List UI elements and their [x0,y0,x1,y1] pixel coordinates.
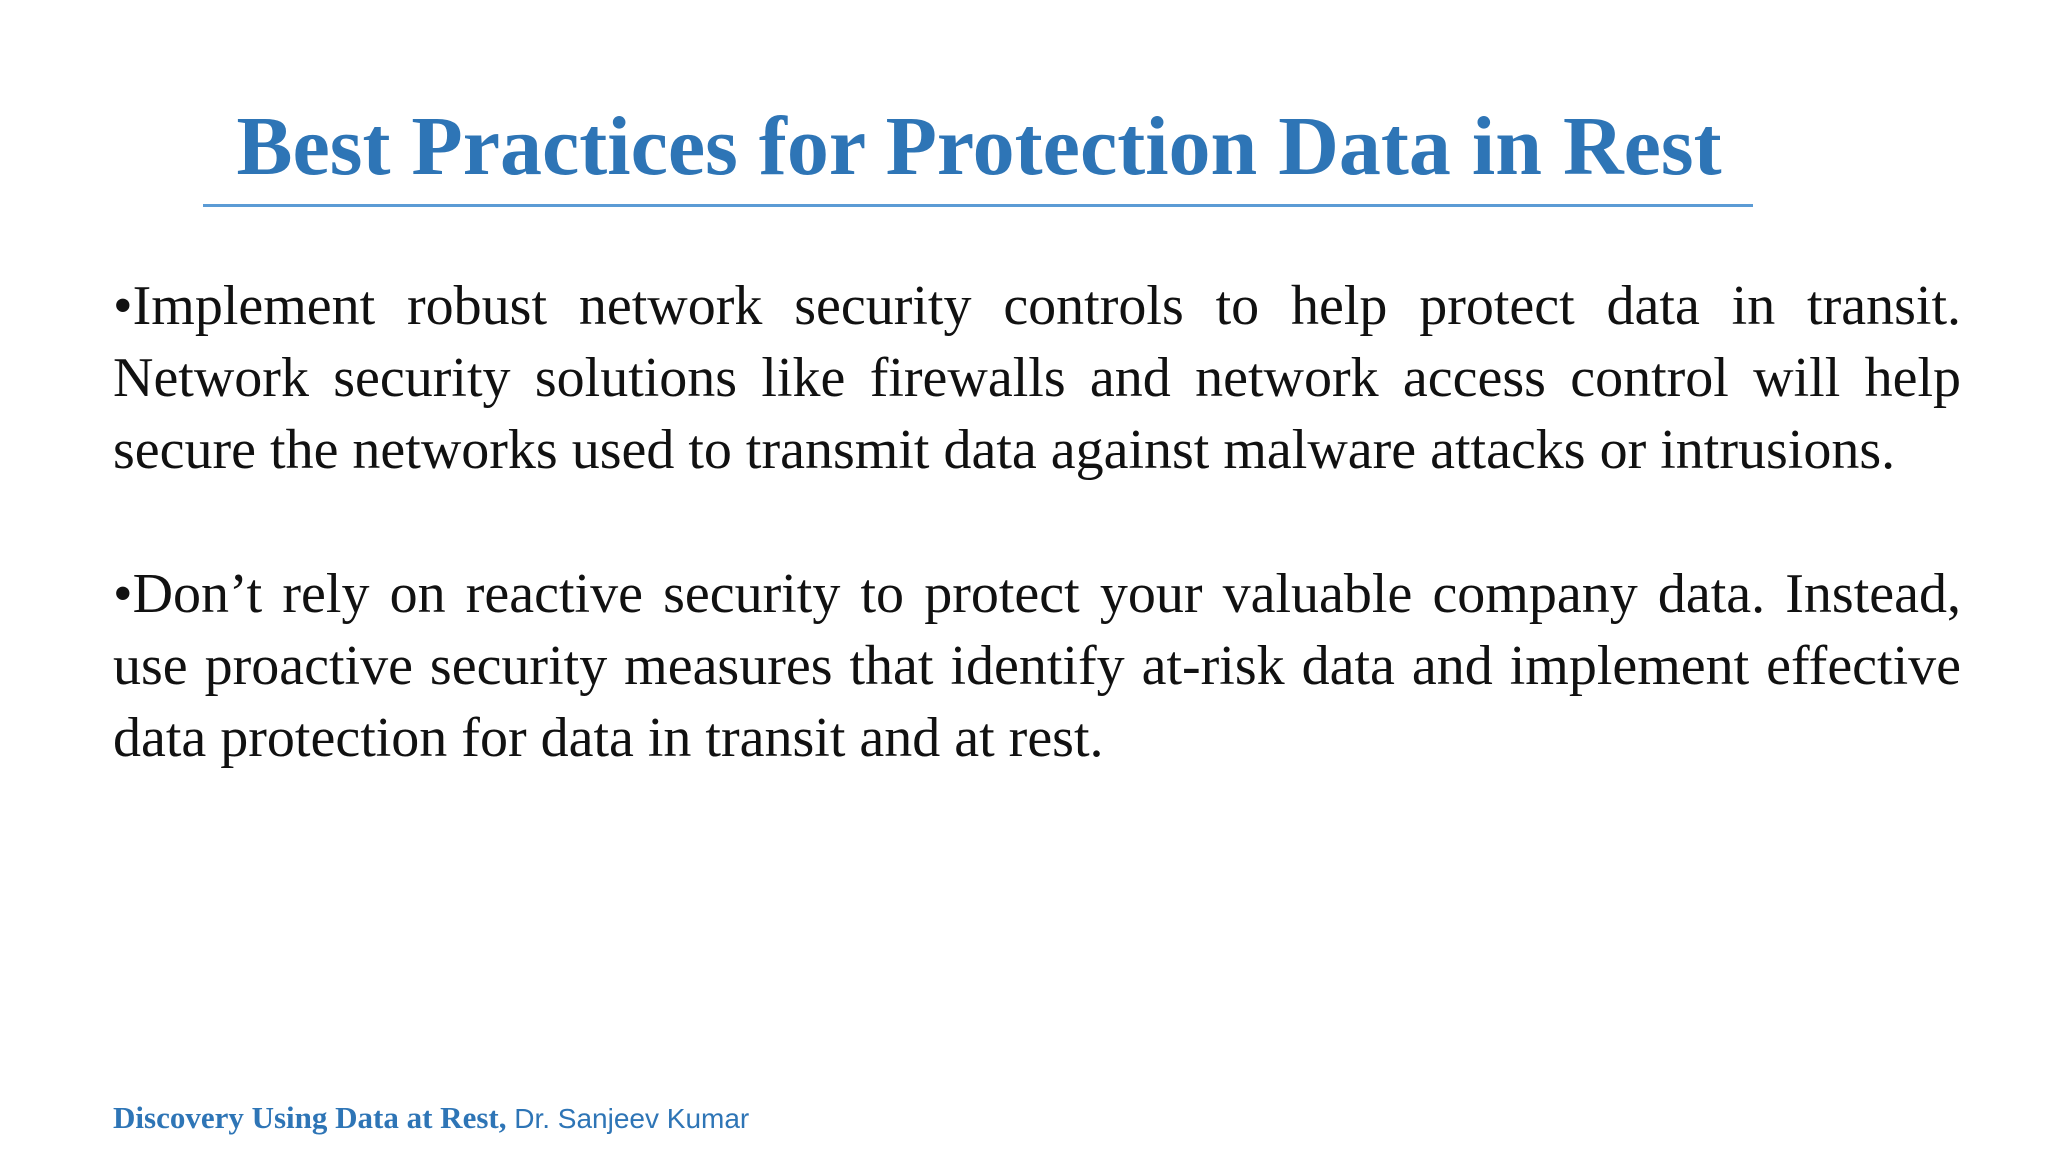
slide-footer [113,1100,749,1136]
bullet-paragraph-network-security: •Implement robust network security controls to help protect data in transit. Network security solutions like firewalls and network access control will help secure the networks used to transmit data against malware attacks or intrusions. [113,275,1961,481]
title-underline [203,204,1753,207]
footer-author: Dr. Sanjeev Kumar [506,1103,750,1134]
footer-title: Discovery Using Data at Rest [113,1100,499,1135]
bullet-paragraph-proactive-security: •Don’t rely on reactive security to protect your valuable company data. Instead, use proactive security measures that identify at-risk data and implement effective data protection for data in transit and at rest. [113,563,1961,769]
footer-separator: , [498,1100,507,1135]
slide-body [113,270,1961,774]
slide-title: Best Practices for Protection Data in Rest [236,100,1722,193]
